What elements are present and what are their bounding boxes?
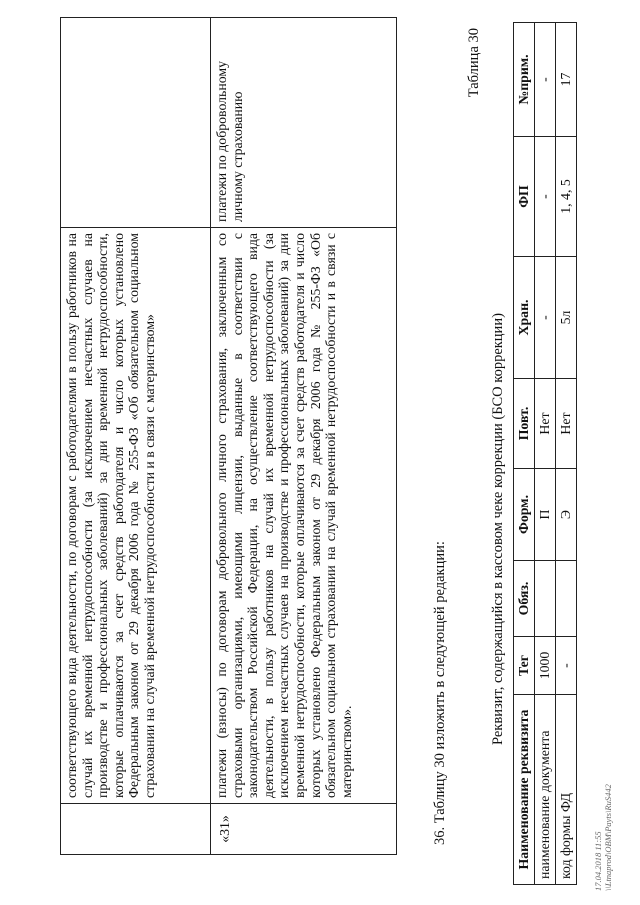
table-cell: 1000 xyxy=(535,637,556,695)
print-stamp xyxy=(593,784,613,891)
requisites-table xyxy=(513,22,577,885)
table-row xyxy=(556,23,577,885)
stamp-line: 17.04.2018 11:55 xyxy=(593,831,603,891)
table-cell: наименование документа xyxy=(535,695,556,885)
table-cell: - xyxy=(556,637,577,695)
amendment-instruction: 36. Таблицу 30 изложить в следующей редакции: xyxy=(432,541,448,845)
table-cell: Э xyxy=(556,469,577,561)
table-cell xyxy=(535,561,556,637)
table-cell: П xyxy=(535,469,556,561)
table-header-row xyxy=(514,23,535,885)
column-header: Тег xyxy=(514,637,535,695)
table-cell: - xyxy=(535,137,556,257)
row-description xyxy=(61,18,211,228)
column-header: №прим. xyxy=(514,23,535,137)
column-header: Форм. xyxy=(514,469,535,561)
table-cell: 5л xyxy=(556,257,577,379)
column-header: Наименование реквизита xyxy=(514,695,535,885)
table-cell: Нет xyxy=(556,379,577,469)
stamp-line: \\Ltnaprod\OBM\Payts\RuS442 xyxy=(603,784,613,891)
column-header: ФП xyxy=(514,137,535,257)
table-cell: 17 xyxy=(556,23,577,137)
row-number xyxy=(61,804,211,855)
row-text: соответствующего вида деятельности, по договорам с работодателями в пользу работников на случай их временной нетрудоспособности (за исключением несчастных случаев на производстве и профессиональных заболеваний) за дни временной нетрудоспособности, которые оплачиваются за счет средств работодателя и число которых установлено Федеральным законом от 29 декабря 2006 года № 255-ФЗ «Об обязательном социальном страховании на случай временной нетрудоспособности и в связи с материнством» xyxy=(61,228,211,804)
row-description: платежи по добровольному личному страхованию xyxy=(211,18,397,228)
table-cell: Нет xyxy=(535,379,556,469)
table-row xyxy=(61,18,211,855)
column-header: Повт. xyxy=(514,379,535,469)
table-cell: 1, 4, 5 xyxy=(556,137,577,257)
row-number: «31» xyxy=(211,804,397,855)
table-cell: - xyxy=(535,257,556,379)
table-cell: - xyxy=(535,23,556,137)
table-row xyxy=(211,18,397,855)
row-text: платежи (взносы) по договорам добровольного личного страхования, заключенным со страховыми организациями, имеющими лицензии, выданные в соответствии с законодательством Российской Федерации, на осуществление соответствующего вида деятельности, в пользу работников на случай их временной нетрудоспособности (за исключением несчастных случаев на производстве и профессиональных заболеваний) за дни временной нетрудоспособности, которые оплачиваются за счет средств работодателя и число которых установлено Федеральным законом от 29 декабря 2006 года № 255-ФЗ «Об обязательном социальном страховании на случай временной нетрудоспособности и в связи с материнством». xyxy=(211,228,397,804)
column-header: Хран. xyxy=(514,257,535,379)
table-row xyxy=(535,23,556,885)
table-cell: код формы ФД xyxy=(556,695,577,885)
table-caption: Реквизит, содержащийся в кассовом чеке коррекции (БСО коррекции) xyxy=(490,313,506,745)
column-header: Обяз. xyxy=(514,561,535,637)
table-cell xyxy=(556,561,577,637)
table-label: Таблица 30 xyxy=(466,28,482,98)
upper-table xyxy=(60,17,397,855)
